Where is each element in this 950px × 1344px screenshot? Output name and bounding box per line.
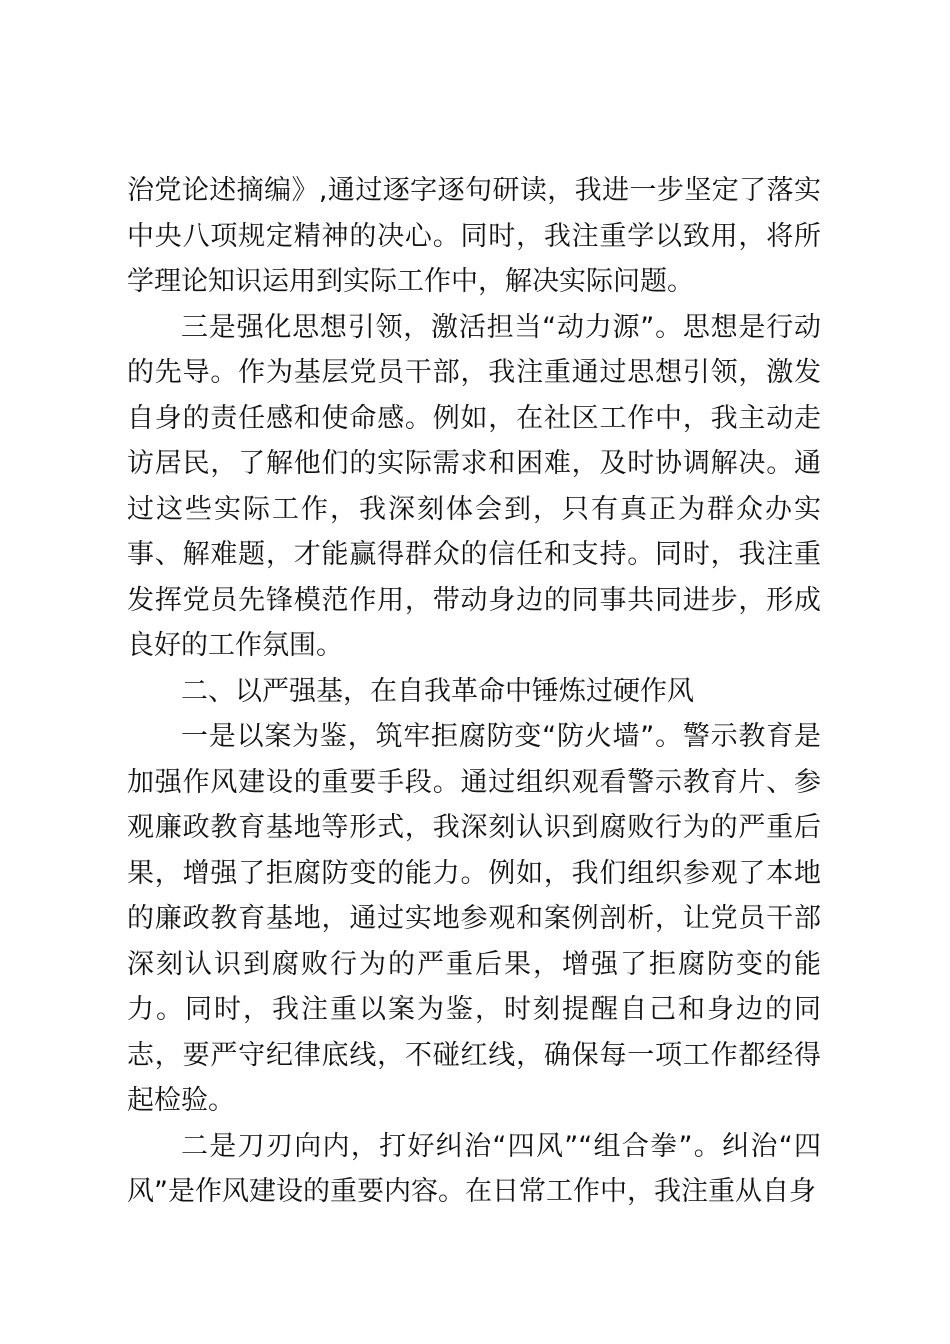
paragraph-thought-guidance: 三是强化思想引领，激活担当“动力源”。思想是行动的先导。作为基层党员干部，我注重通过思想引领，激发自身的责任感和使命感。例如，在社区工作中，我主动走访居民，了解他们的实际需求和困难，及时协调解决。通过这些实际工作，我深刻体会到，只有真正为群众办实事、解难题，才能赢得群众的信任和支持。同时，我注重发挥党员先锋模范作用，带动身边的同事共同进步，形成良好的工作氛围。: [127, 311, 821, 661]
paragraph-warning-education: 一是以案为鉴，筑牢拒腐防变“防火墙”。警示教育是加强作风建设的重要手段。通过组织观看警示教育片、参观廉政教育基地等形式，我深刻认识到腐败行为的严重后果，增强了拒腐防变的能力。例如，我们组织参观了本地的廉政教育基地，通过实地参观和案例剖析，让党员干部深刻认识到腐败行为的严重后果，增强了拒腐防变的能力。同时，我注重以案为鉴，时刻提醒自己和身边的同志，要严守纪律底线，不碰红线，确保每一项工作都经得起检验。: [127, 721, 821, 1116]
paragraph-continuation: 治党论述摘编》,通过逐字逐句研读，我进一步坚定了落实中央八项规定精神的决心。同时，我注重学以致用，将所学理论知识运用到实际工作中，解决实际问题。: [127, 175, 821, 297]
paragraph-four-styles: 二是刀刃向内，打好纠治“四风”“组合拳”。纠治“四风”是作风建设的重要内容。在日常工作中，我注重从自身: [127, 1130, 821, 1207]
section-heading: 二、以严强基，在自我革命中锤炼过硬作风: [181, 675, 694, 707]
document-body: [127, 168, 821, 1215]
